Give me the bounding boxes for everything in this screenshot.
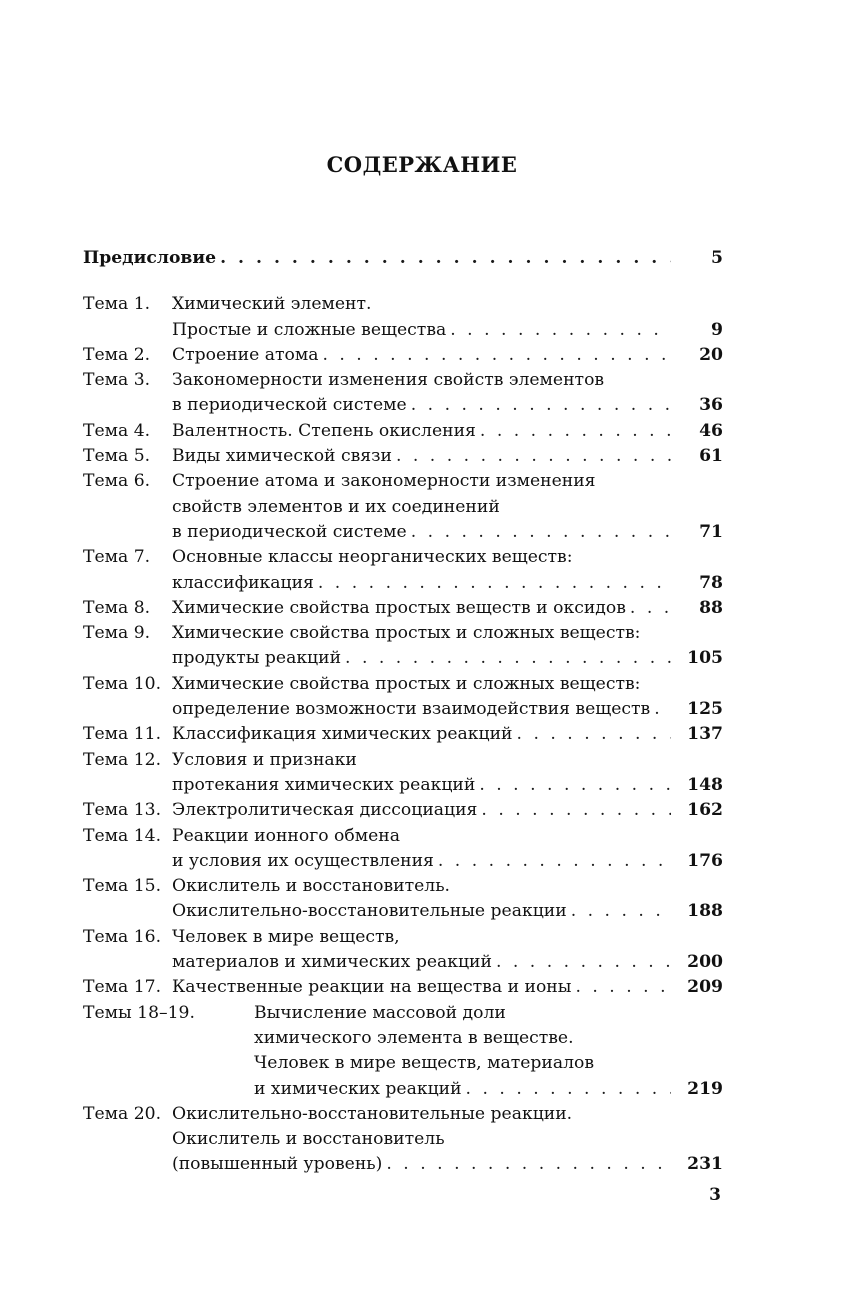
toc-entry-last-line <box>172 343 723 368</box>
toc-entry-title-line: Человек в мире веществ, материалов <box>254 1053 595 1074</box>
toc-entry[interactable] <box>83 925 723 976</box>
toc-entry[interactable] <box>83 419 723 444</box>
toc-entry[interactable] <box>83 368 723 419</box>
toc-entry-label: Тема 6. <box>83 471 151 492</box>
toc-entry-last-line <box>172 520 723 545</box>
toc-entry-page-number: 148 <box>687 774 723 795</box>
dot-leader <box>411 393 671 418</box>
contents-heading: СОДЕРЖАНИЕ <box>326 152 518 177</box>
toc-entry-page-number: 200 <box>687 952 723 973</box>
toc-entry-title-line: Окислитель и восстановитель. <box>172 876 451 897</box>
toc-entry-body <box>172 596 723 621</box>
dot-leader <box>318 571 671 596</box>
toc-entry-label: Тема 9. <box>83 623 151 644</box>
toc-entry-title-line: Закономерности изменения свойств элементов <box>172 370 605 391</box>
toc-entry-last-line <box>83 246 723 271</box>
toc-entry-page-number: 125 <box>687 699 723 720</box>
toc-entry-title-line: Химические свойства простых и сложных веществ: <box>172 673 641 694</box>
toc-entry-body <box>83 246 723 271</box>
toc-entry-label: Тема 8. <box>83 597 151 618</box>
toc-entry-title-line: Виды химической связи <box>172 446 392 467</box>
toc-entry-body <box>172 975 723 1000</box>
toc-entry-last-line <box>172 849 723 874</box>
toc-entry-last-line <box>172 899 723 924</box>
toc-entry-title-line: классификация <box>172 572 314 593</box>
toc-entry-title-line: Окислитель и восстановитель <box>172 1129 445 1150</box>
dot-leader <box>450 318 671 343</box>
toc-entry-last-line <box>254 1077 723 1102</box>
toc-entry-body <box>172 798 723 823</box>
dot-leader <box>345 646 671 671</box>
toc-entry-body <box>172 469 723 545</box>
toc-entry-body <box>254 1001 723 1102</box>
toc-entry-title-line: свойств элементов и их соединений <box>172 496 500 517</box>
toc-entry-body <box>172 419 723 444</box>
toc-entry-title-line: Условия и признаки <box>172 749 357 770</box>
dot-leader <box>575 975 671 1000</box>
toc-entry-label: Тема 2. <box>83 344 151 365</box>
toc-entry-title-line: Электролитическая диссоциация <box>172 800 478 821</box>
toc-entry-title-line: Реакции ионного обмена <box>172 825 400 846</box>
toc-entry-last-line <box>172 798 723 823</box>
toc-entry-body <box>172 874 723 925</box>
toc-entry-page-number: 176 <box>687 850 723 871</box>
preface-title: Предисловие <box>83 248 217 268</box>
page-number: 3 <box>709 1185 721 1205</box>
toc-entry-title-line: и условия их осуществления <box>172 850 434 871</box>
toc-entry-title-line: Окислительно-восстановительные реакции. <box>172 1103 573 1124</box>
toc-entry-page-number: 219 <box>687 1078 723 1099</box>
toc-entry[interactable] <box>83 621 723 672</box>
toc-entry-title-line: Химический элемент. <box>172 294 372 315</box>
toc-entry-title-line: Окислительно-восстановительные реакции <box>172 901 567 922</box>
toc-entry-last-line <box>172 444 723 469</box>
toc-entry[interactable] <box>83 748 723 799</box>
toc-entry[interactable] <box>83 672 723 723</box>
toc-entry-label: Тема 17. <box>83 977 162 998</box>
toc-entry-label: Темы 18–19. <box>83 1002 195 1023</box>
toc-entry[interactable] <box>83 596 723 621</box>
toc-entry[interactable] <box>83 824 723 875</box>
dot-leader <box>220 246 671 271</box>
toc-entry-last-line <box>172 571 723 596</box>
toc-entry[interactable] <box>83 469 723 545</box>
toc-entry-body <box>172 621 723 672</box>
dot-leader <box>322 343 671 368</box>
toc-entry-last-line <box>172 1152 723 1177</box>
dot-leader <box>438 849 671 874</box>
toc-entry-title-line: (повышенный уровень) <box>172 1154 383 1175</box>
toc-entry-label: Тема 4. <box>83 420 151 441</box>
toc-entry-body <box>172 343 723 368</box>
dot-leader <box>496 950 671 975</box>
toc-entry-last-line <box>172 950 723 975</box>
toc-entry-body <box>172 925 723 976</box>
toc-entry-title-line: Вычисление массовой доли <box>254 1002 506 1023</box>
toc-entry-body <box>172 722 723 747</box>
toc-entry[interactable] <box>83 798 723 823</box>
toc-entry-title-line: материалов и химических реакций <box>172 952 492 973</box>
toc-entry-page-number: 209 <box>687 977 723 998</box>
toc-entry-page-number: 61 <box>699 446 723 467</box>
toc-entry-title-line: Химические свойства простых веществ и оксидов <box>172 597 626 618</box>
toc-entry-body <box>172 1102 723 1178</box>
toc-entry[interactable] <box>83 545 723 596</box>
toc-entry-last-line <box>172 773 723 798</box>
dot-leader <box>630 596 671 621</box>
toc-entry-body <box>172 292 723 343</box>
toc-entry-label: Тема 10. <box>83 673 162 694</box>
toc-entry-preface[interactable] <box>83 246 723 271</box>
toc-entry-page-number: 88 <box>699 597 723 618</box>
toc-entry-title-line: в периодической системе <box>172 395 407 416</box>
toc-entry-last-line <box>172 393 723 418</box>
toc-entry-label: Тема 11. <box>83 724 162 745</box>
table-of-contents <box>83 246 723 1178</box>
toc-entry-body <box>172 672 723 723</box>
dot-leader <box>654 697 671 722</box>
toc-entry-title-line: продукты реакций <box>172 648 342 669</box>
dot-leader <box>396 444 671 469</box>
dot-leader <box>571 899 671 924</box>
toc-entry-last-line <box>172 419 723 444</box>
toc-entry-title-line: Химические свойства простых и сложных веществ: <box>172 623 641 644</box>
preface-page-number: 5 <box>711 248 723 268</box>
toc-entry-title-line: Качественные реакции на вещества и ионы <box>172 977 572 998</box>
toc-entry-page-number: 78 <box>699 572 723 593</box>
toc-entry[interactable] <box>83 975 723 1000</box>
toc-entry-label: Тема 16. <box>83 926 162 947</box>
toc-entry[interactable] <box>83 292 723 343</box>
toc-entry[interactable] <box>83 722 723 747</box>
toc-entry-body <box>172 444 723 469</box>
dot-leader <box>479 773 671 798</box>
toc-entry[interactable] <box>83 1102 723 1178</box>
dot-leader <box>411 520 671 545</box>
toc-entry[interactable] <box>83 874 723 925</box>
toc-entry-title-line: протекания химических реакций <box>172 774 476 795</box>
toc-entry-label: Тема 3. <box>83 370 151 391</box>
toc-entry[interactable] <box>83 444 723 469</box>
toc-entry-title-line: в периодической системе <box>172 521 407 542</box>
toc-entry-last-line <box>172 722 723 747</box>
toc-entry-page-number: 36 <box>699 395 723 416</box>
toc-entry-title-line: Человек в мире веществ, <box>172 926 400 947</box>
toc-entry-label: Тема 7. <box>83 547 151 568</box>
toc-entry-page-number: 231 <box>687 1154 723 1175</box>
toc-entry-last-line <box>172 646 723 671</box>
toc-entry-body <box>172 748 723 799</box>
toc-entry-body <box>172 545 723 596</box>
toc-entry-body <box>172 824 723 875</box>
toc-entry-last-line <box>172 697 723 722</box>
toc-entry[interactable] <box>83 1001 723 1102</box>
toc-entry-title-line: Строение атома <box>172 344 319 365</box>
toc-entry-label: Тема 5. <box>83 446 151 467</box>
toc-entry-label: Тема 13. <box>83 800 162 821</box>
toc-entry-label: Тема 20. <box>83 1103 162 1124</box>
toc-entry-label: Тема 12. <box>83 749 162 770</box>
dot-leader <box>480 419 671 444</box>
toc-entry-title-line: Строение атома и закономерности изменения <box>172 471 596 492</box>
toc-entry-page-number: 20 <box>699 344 723 365</box>
toc-entry-last-line <box>172 596 723 621</box>
toc-entry-label: Тема 14. <box>83 825 162 846</box>
toc-entry-body <box>172 368 723 419</box>
toc-entry-title-line: определение возможности взаимодействия веществ <box>172 699 651 720</box>
toc-entry-label: Тема 15. <box>83 876 162 897</box>
toc-entry-page-number: 46 <box>699 420 723 441</box>
toc-entry-page-number: 137 <box>687 724 723 745</box>
toc-entries-list <box>83 292 723 1177</box>
dot-leader <box>386 1152 671 1177</box>
dot-leader <box>466 1077 671 1102</box>
toc-entry-title-line: Основные классы неорганических веществ: <box>172 547 573 568</box>
toc-entry-title-line: и химических реакций <box>254 1078 462 1099</box>
toc-entry-title-line: Классификация химических реакций <box>172 724 513 745</box>
toc-entry-label: Тема 1. <box>83 294 151 315</box>
toc-entry-title-line: Простые и сложные вещества <box>172 319 447 340</box>
toc-entry-title-line: химического элемента в веществе. <box>254 1027 574 1048</box>
toc-entry-page-number: 162 <box>687 800 723 821</box>
toc-entry-page-number: 71 <box>699 521 723 542</box>
dot-leader <box>517 722 671 747</box>
toc-entry-last-line <box>172 975 723 1000</box>
toc-entry[interactable] <box>83 343 723 368</box>
dot-leader <box>481 798 671 823</box>
toc-entry-page-number: 188 <box>687 901 723 922</box>
toc-entry-page-number: 105 <box>687 648 723 669</box>
toc-entry-page-number: 9 <box>711 319 723 340</box>
toc-entry-title-line: Валентность. Степень окисления <box>172 420 476 441</box>
toc-entry-last-line <box>172 318 723 343</box>
